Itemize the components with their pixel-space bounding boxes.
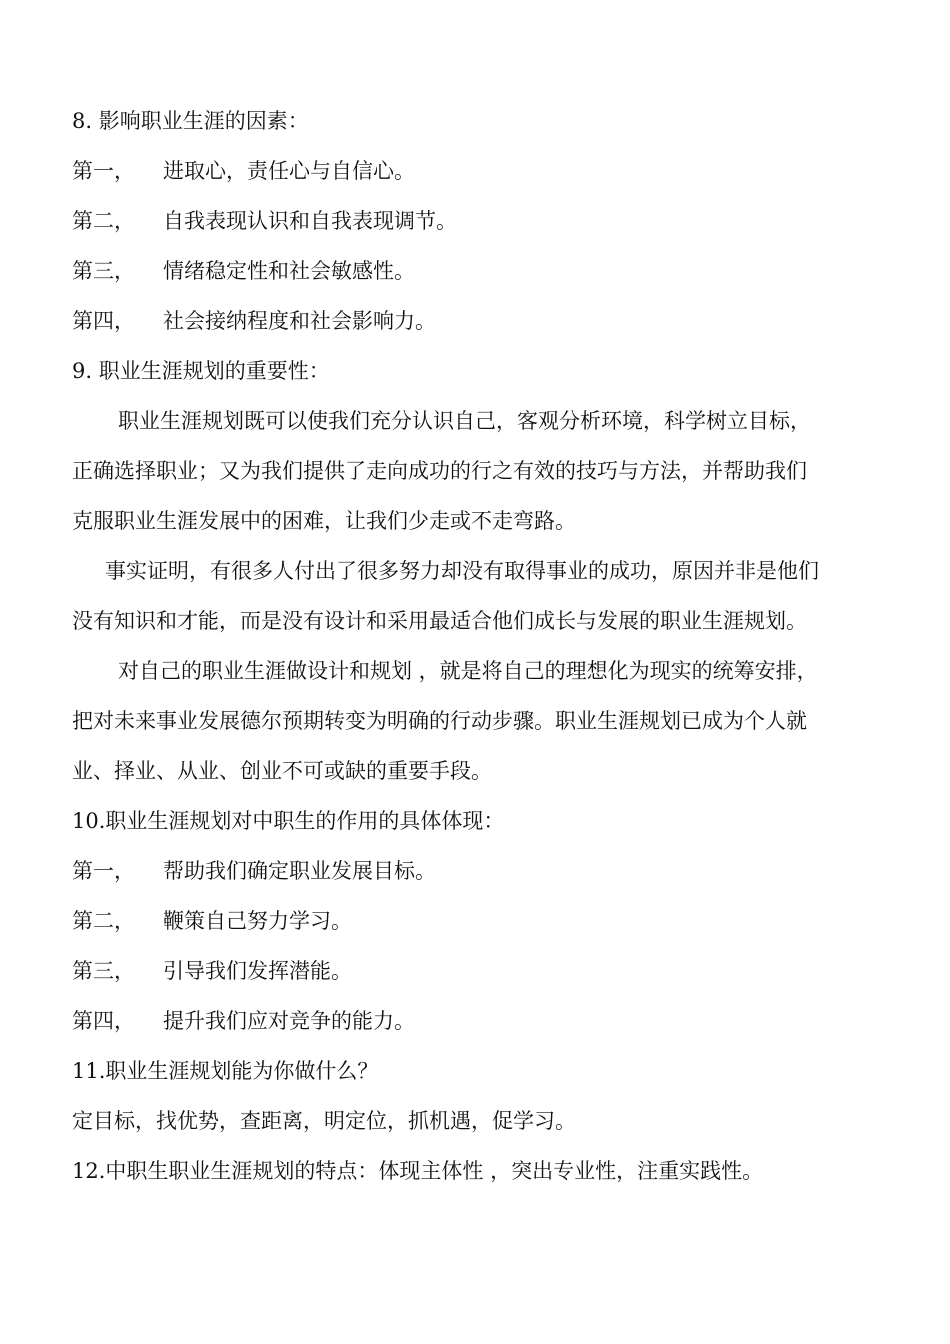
section-8-heading: 8. 影响职业生涯的因素： xyxy=(72,109,309,133)
item-label: 第二， xyxy=(72,909,135,933)
section-9-heading: 9. 职业生涯规划的重要性： xyxy=(72,359,330,383)
section-9-p3-line-3: 业、择业、从业、创业不可或缺的重要手段。 xyxy=(72,759,492,783)
section-9-p1-line-1: 职业生涯规划既可以使我们充分认识自己，客观分析环境，科学树立目标， xyxy=(118,409,811,433)
section-10-heading: 10.职业生涯规划对中职生的作用的具体体现： xyxy=(72,809,505,833)
section-11-answer: 定目标，找优势，查距离，明定位，抓机遇，促学习。 xyxy=(72,1109,576,1133)
item-text: 帮助我们确定职业发展目标。 xyxy=(163,859,436,883)
section-10-item-2 xyxy=(72,906,872,936)
section-10-item-1 xyxy=(72,856,872,886)
section-9-p3-line-1: 对自己的职业生涯做设计和规划 ，就是将自己的理想化为现实的统筹安排， xyxy=(118,659,818,683)
section-8-item-2 xyxy=(72,206,872,236)
section-9-p1-line-3: 克服职业生涯发展中的困难，让我们少走或不走弯路。 xyxy=(72,509,576,533)
section-9-p1-line-2: 正确选择职业；又为我们提供了走向成功的行之有效的技巧与方法，并帮助我们 xyxy=(72,459,807,483)
item-text: 鞭策自己努力学习。 xyxy=(163,909,352,933)
item-label: 第一， xyxy=(72,859,135,883)
item-label: 第四， xyxy=(72,1009,135,1033)
item-text: 情绪稳定性和社会敏感性。 xyxy=(163,259,415,283)
item-text: 引导我们发挥潜能。 xyxy=(163,959,352,983)
section-9-p3-line-2: 把对未来事业发展德尔预期转变为明确的行动步骤。职业生涯规划已成为个人就 xyxy=(72,709,807,733)
item-label: 第一， xyxy=(72,159,135,183)
item-text: 自我表现认识和自我表现调节。 xyxy=(163,209,457,233)
section-8-item-3 xyxy=(72,256,872,286)
item-label: 第二， xyxy=(72,209,135,233)
section-8-item-4 xyxy=(72,306,872,336)
section-10-item-4 xyxy=(72,1006,872,1036)
item-label: 第三， xyxy=(72,959,135,983)
section-12-heading: 12.中职生职业生涯规划的特点：体现主体性 ，突出专业性，注重实践性。 xyxy=(72,1159,764,1183)
section-11-heading: 11.职业生涯规划能为你做什么？ xyxy=(72,1059,379,1083)
section-9-p2-line-1: 事实证明，有很多人付出了很多努力却没有取得事业的成功，原因并非是他们 xyxy=(105,559,819,583)
item-label: 第三， xyxy=(72,259,135,283)
item-text: 进取心，责任心与自信心。 xyxy=(163,159,415,183)
section-10-item-3 xyxy=(72,956,872,986)
item-text: 社会接纳程度和社会影响力。 xyxy=(163,309,436,333)
section-8-item-1 xyxy=(72,156,872,186)
item-text: 提升我们应对竞争的能力。 xyxy=(163,1009,415,1033)
section-9-p2-line-2: 没有知识和才能，而是没有设计和采用最适合他们成长与发展的职业生涯规划。 xyxy=(72,609,807,633)
item-label: 第四， xyxy=(72,309,135,333)
